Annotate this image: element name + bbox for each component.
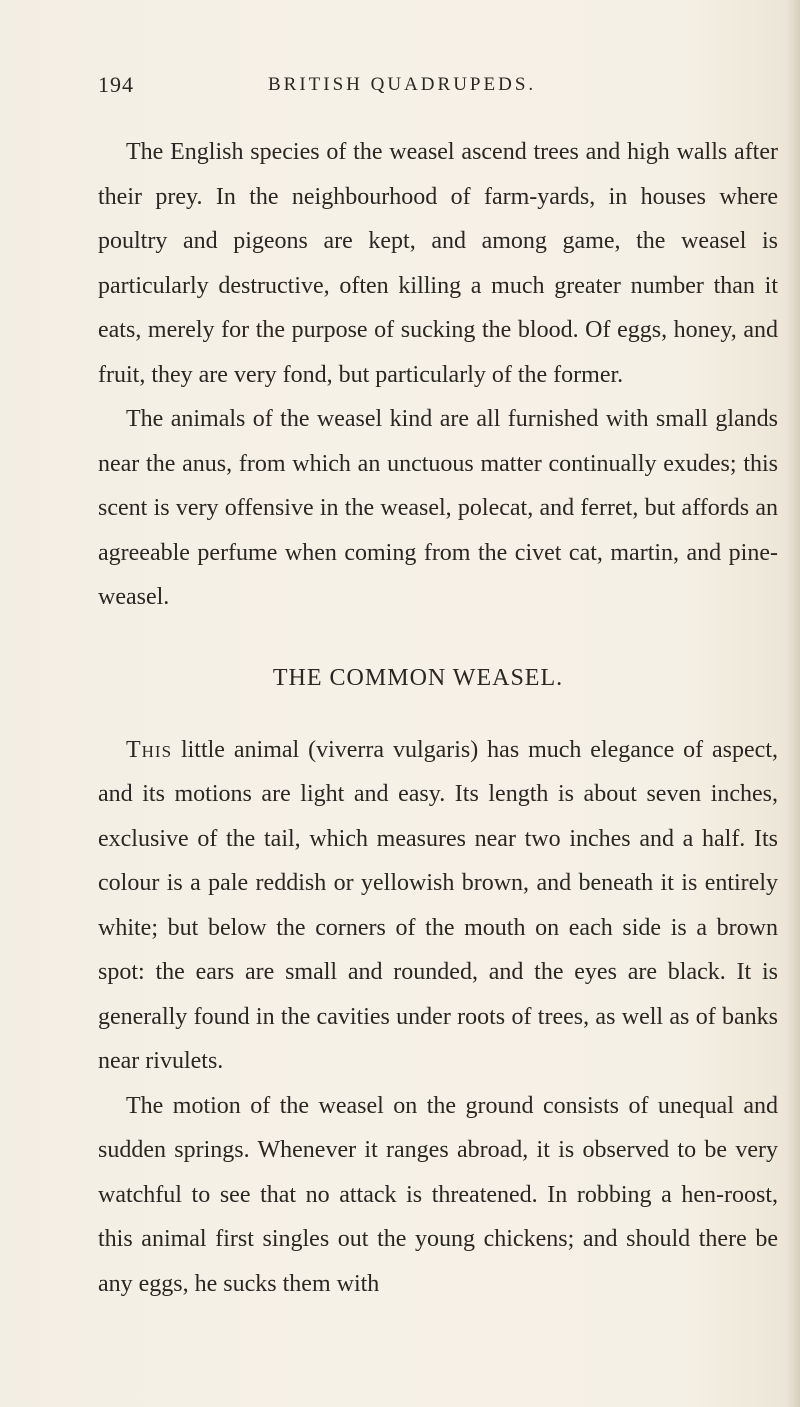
lead-word: This — [126, 736, 173, 763]
running-head: BRITISH QUADRUPEDS. — [268, 74, 537, 95]
paragraph-common-weasel-text: little animal (viverra vulgaris) has much elegance of aspect, and its motions are light and easy. Its length is about seven inches, exclusive of the tail, which measures near two inches and a half. Its colour is a pale reddish or yellowish brown, and beneath it is entirely white; but below the corners of the mouth on each side is a brown spot: the ears are small and rounded, and the eyes are black. It is generally found in the cavities under roots of trees, as well as of banks near rivulets. — [98, 736, 778, 1074]
paragraph-weasel-motion: The motion of the weasel on the ground consists of unequal and sudden springs. Whenever it ranges abroad, it is observed to be very watchful to see that no attack is threatened. In robbing a hen-roost, this animal first singles out the young chickens; and should there be any eggs, he sucks them with — [98, 1092, 778, 1297]
paragraph-weasel-glands: The animals of the weasel kind are all furnished with small glands near the anus, from which an unctuous matter continually exudes; this scent is very offensive in the weasel, polecat, and ferret, but affords an agreeable perfume when coming from the civet cat, martin, and pine-weasel. — [98, 406, 778, 610]
body-text — [98, 130, 778, 1306]
section-title: THE COMMON WEASEL. — [272, 664, 564, 691]
paragraph-common-weasel-description — [98, 728, 778, 1084]
paragraph-weasel-habits: The English species of the weasel ascend trees and high walls after their prey. In the neighbourhood of farm-yards, in houses where poultry and pigeons are kept, and among game, the weasel is particularly destructive, often killing a much greater number than it eats, merely for the purpose of sucking the blood. Of eggs, honey, and fruit, they are very fond, but particularly of the former. — [98, 139, 778, 388]
page-header — [98, 72, 738, 102]
page-edge-shadow — [786, 0, 800, 1407]
page-number: 194 — [98, 72, 134, 97]
